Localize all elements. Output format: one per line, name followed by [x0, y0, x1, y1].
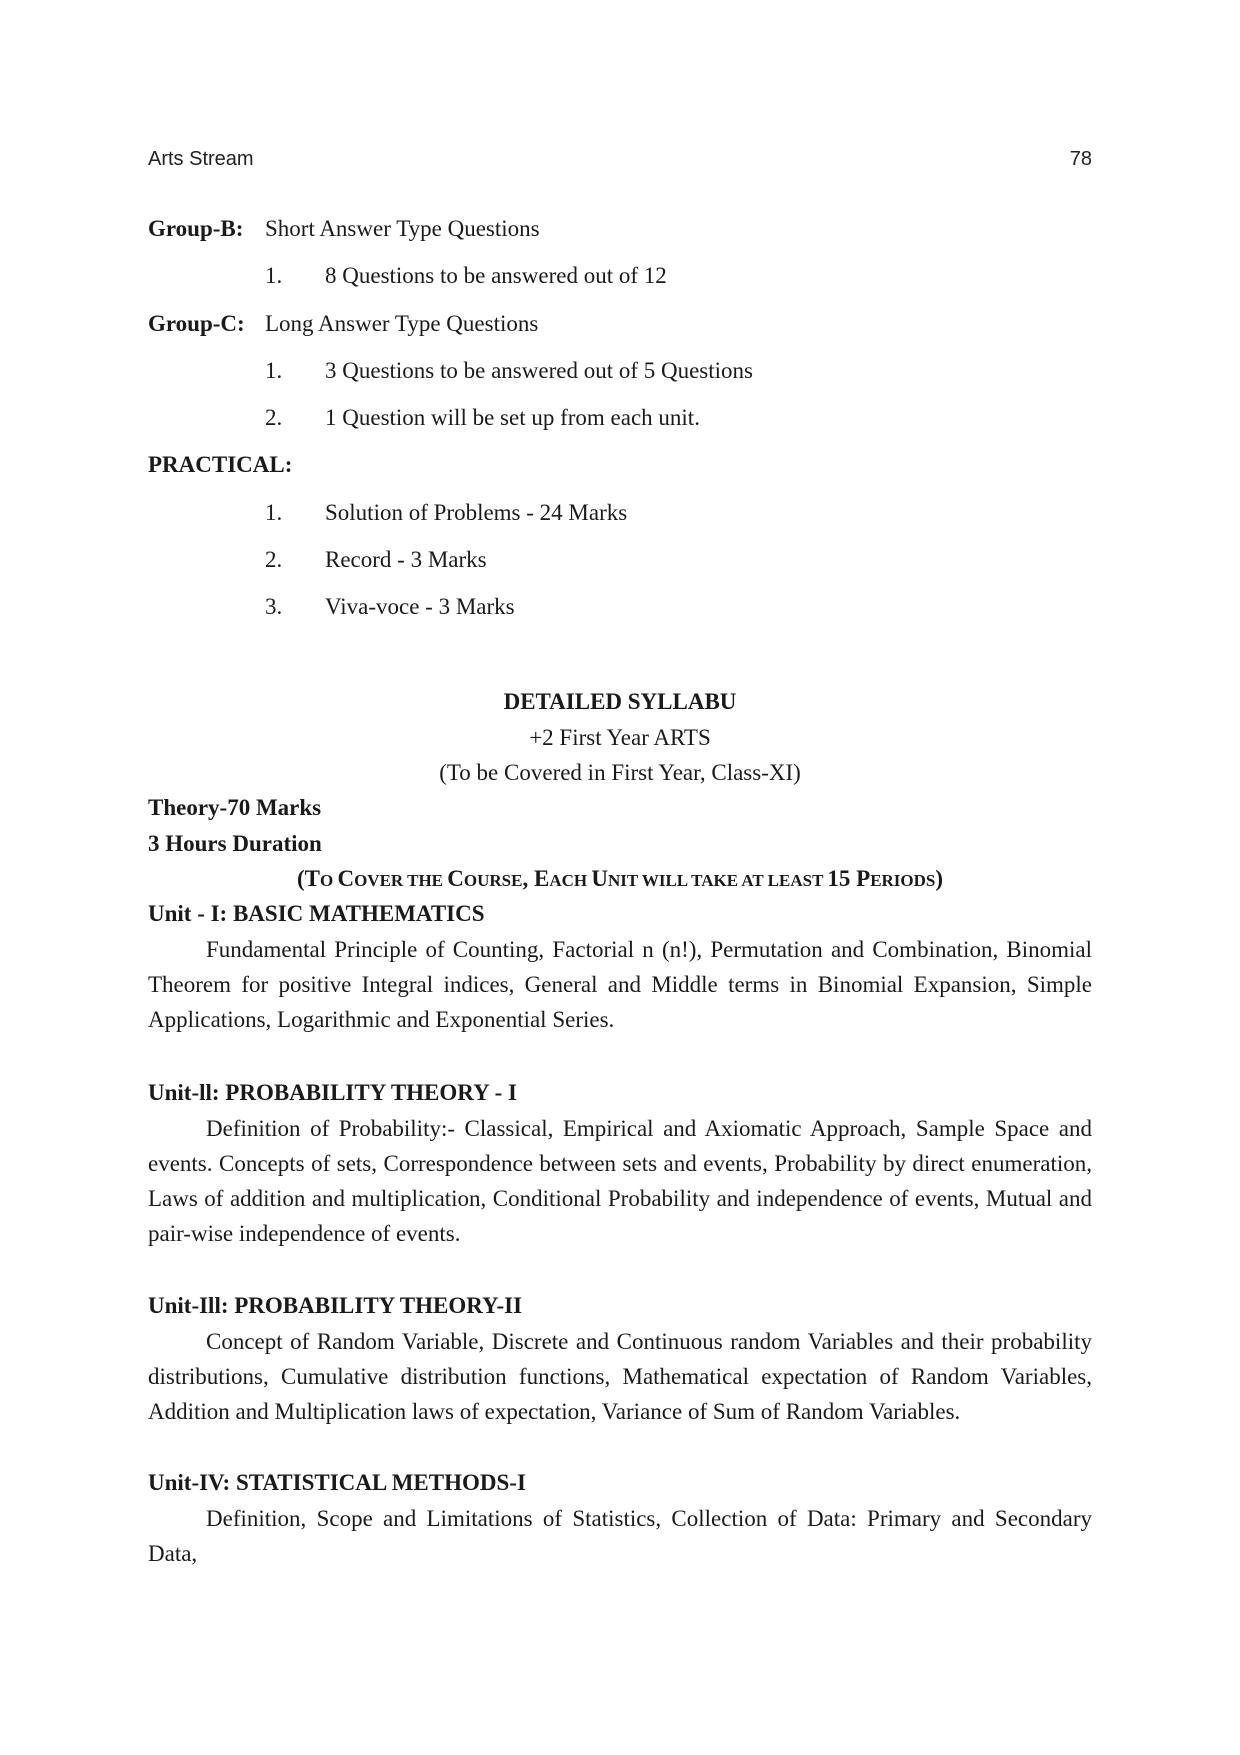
note-part: OURSE [463, 871, 523, 890]
list-item-number: 2. [265, 547, 283, 572]
unit-heading: Unit-ll: PROBABILITY THEORY - I [148, 1080, 517, 1105]
unit-description: Definition of Probability:- Classical, Empirical and Axiomatic Approach, Sample Space and events. Concepts of sets, Correspondence between sets and events, Probability by direct enumeration, Laws of addition and multiplication, Conditional Probability and independence of events, Mutual and pair-wise independence of events. [148, 1116, 1092, 1246]
unit-heading: Unit-Ill: PROBABILITY THEORY-II [148, 1293, 523, 1318]
note-part: C [337, 866, 355, 891]
list-item-text: Viva-voce - 3 Marks [325, 594, 515, 619]
note-part: U [591, 866, 608, 891]
page-number: 78 [1069, 148, 1092, 170]
list-item-number: 1. [265, 263, 283, 288]
note-part: ERIODS [870, 871, 936, 890]
syllabus-title: DETAILED SYLLABU [503, 689, 737, 714]
note-part: , E [522, 866, 550, 891]
list-item-text: Solution of Problems - 24 Marks [325, 500, 628, 525]
note-part: O [319, 871, 338, 890]
unit-heading: Unit - I: BASIC MATHEMATICS [148, 901, 485, 926]
unit-description: Concept of Random Variable, Discrete and Continuous random Variables and their probability distributions, Cumulative distribution functions, Mathematical expectation of Random Variables, Addition and Multiplication laws of expectation, Variance of Sum of Random Variables. [148, 1329, 1092, 1424]
practical-label: PRACTICAL: [148, 452, 293, 477]
duration: 3 Hours Duration [148, 831, 322, 856]
note-part: ) [935, 866, 944, 891]
group-b-title: Short Answer Type Questions [265, 216, 540, 241]
note-part: C [447, 866, 464, 891]
note-part: NIT WILL TAKE AT LEAST [607, 871, 828, 890]
theory-marks: Theory-70 Marks [148, 795, 322, 820]
list-item-text: 8 Questions to be answered out of 12 [325, 263, 667, 288]
list-item-text: Record - 3 Marks [325, 547, 487, 572]
list-item-number: 2. [265, 405, 283, 430]
unit-description: Definition, Scope and Limitations of Statistics, Collection of Data: Primary and Secondary Data, [148, 1506, 1092, 1566]
list-item-text: 3 Questions to be answered out of 5 Questions [325, 358, 753, 383]
syllabus-subtitle: +2 First Year ARTS [529, 725, 711, 750]
list-item-number: 1. [265, 358, 283, 383]
group-b-label: Group-B: [148, 216, 244, 241]
note-part: OVER THE [354, 871, 448, 890]
note-part: (T [296, 866, 320, 891]
group-c-label: Group-C: [148, 311, 245, 336]
syllabus-coverage: (To be Covered in First Year, Class-XI) [439, 760, 801, 785]
unit-description: Fundamental Principle of Counting, Factorial n (n!), Permutation and Combination, Binomial Theorem for positive Integral indices, General and Middle terms in Binomial Expansion, Simple Applications, Logarithmic and Exponential Series. [148, 937, 1092, 1032]
list-item-text: 1 Question will be set up from each unit. [325, 405, 700, 430]
note-part: ACH [549, 871, 592, 890]
unit-heading: Unit-IV: STATISTICAL METHODS-I [148, 1470, 526, 1495]
course-coverage-note [0, 866, 1240, 892]
note-part: 15 P [827, 866, 871, 891]
list-item-number: 1. [265, 500, 283, 525]
list-item-number: 3. [265, 594, 283, 619]
group-c-title: Long Answer Type Questions [265, 311, 539, 336]
running-header: Arts Stream [148, 148, 254, 170]
